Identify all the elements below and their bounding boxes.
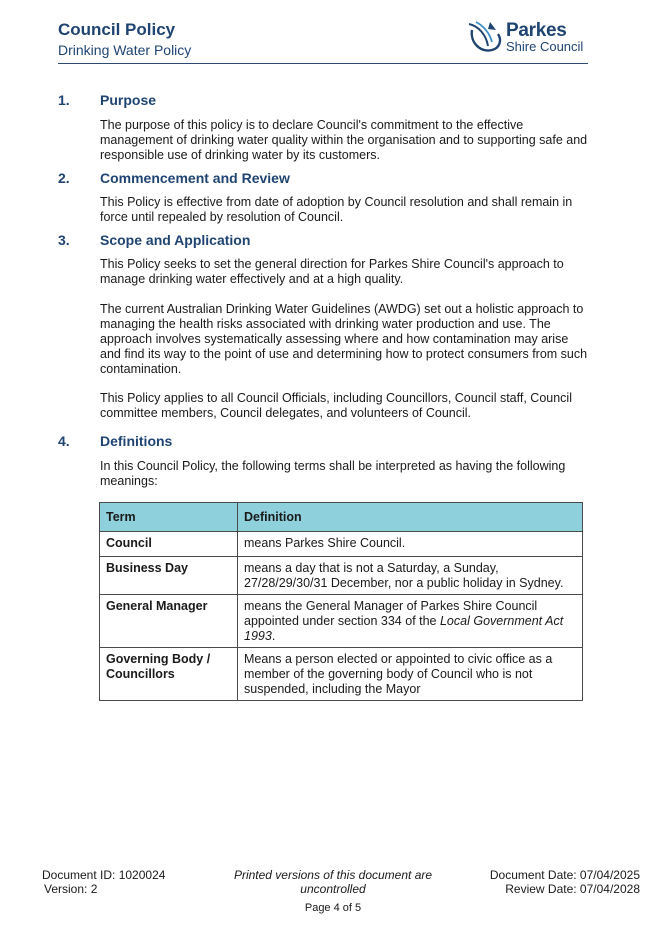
act-citation: Local Government Act 1993 [244,614,564,643]
definition-tail: . [271,629,276,643]
document-id: Document ID: 1020024 [42,868,166,882]
column-header-definition: Definition [238,503,583,532]
definitions-table [99,502,583,701]
definition-cell: means Parkes Shire Council. [238,532,583,557]
section-number: 1. [58,92,70,108]
definition-cell: Means a person elected or appointed to civic office as a member of the governing body of Council who is not suspended, including the Mayor [238,648,583,701]
section-title: Definitions [100,433,173,449]
uncontrolled-notice: Printed versions of this document are uncontrolled [233,868,433,896]
footer-center [202,868,464,915]
scope-paragraph-3: This Policy applies to all Council Officials, including Councillors, Council staff, Council committee members, Council delegates, and volunteers of Council. [100,391,572,420]
table-header-row [100,503,583,532]
table-row [100,557,583,595]
definitions-intro: In this Council Policy, the following terms shall be interpreted as having the following meanings: [100,459,566,488]
document-date: Document Date: 07/04/2025 [489,868,640,882]
document-title: Council Policy [58,20,176,39]
section-title: Scope and Application [100,232,251,248]
term-cell: Business Day [100,557,238,595]
page-number: Page 4 of 5 [304,902,362,914]
logo-subtitle: Shire Council [506,39,584,54]
table-row [100,595,583,648]
section-number: 4. [58,433,70,449]
footer-left [42,868,165,896]
footer-right [470,868,640,896]
column-header-term: Term [100,503,238,532]
section-number: 2. [58,170,70,186]
table-row [100,648,583,701]
definition-text: means the General Manager of Parkes Shire Council appointed under section 334 of the [244,599,538,628]
review-date: Review Date: 07/04/2028 [505,882,640,896]
scope-paragraph-2: The current Australian Drinking Water Guidelines (AWDG) set out a holistic approach to managing the health risks associated with drinking water production and use. The approach involves systematically assessing where and how contamination may arise and find its way to the point of use and determining how to protect consumers from such contamination. [100,302,588,376]
definition-cell: means a day that is not a Saturday, a Sunday, 27/28/29/30/31 December, nor a public holiday in Sydney. [238,557,583,595]
logo-wordmark: Parkes [506,20,567,41]
document-version: Version: 2 [44,882,98,896]
commencement-paragraph: This Policy is effective from date of adoption by Council resolution and shall remain in force until repealed by resolution of Council. [100,195,573,224]
council-logo [466,18,588,58]
section-number: 3. [58,232,70,248]
definition-cell [238,595,583,648]
purpose-paragraph: The purpose of this policy is to declare Council's commitment to the effective management of drinking water quality within the organisation and to supporting safe and responsible use of drinking water by its customers. [100,118,588,162]
page-header [58,18,588,64]
fish-hook-icon [466,20,504,54]
term-cell: General Manager [100,595,238,648]
section-title: Commencement and Review [100,170,290,186]
document-subtitle: Drinking Water Policy [58,42,192,58]
term-cell: Governing Body / Councillors [100,648,238,701]
table-row [100,532,583,557]
section-title: Purpose [100,92,157,108]
scope-paragraph-1: This Policy seeks to set the general direction for Parkes Shire Council's approach to manage drinking water effectively and at a high quality. [100,257,564,286]
term-cell: Council [100,532,238,557]
